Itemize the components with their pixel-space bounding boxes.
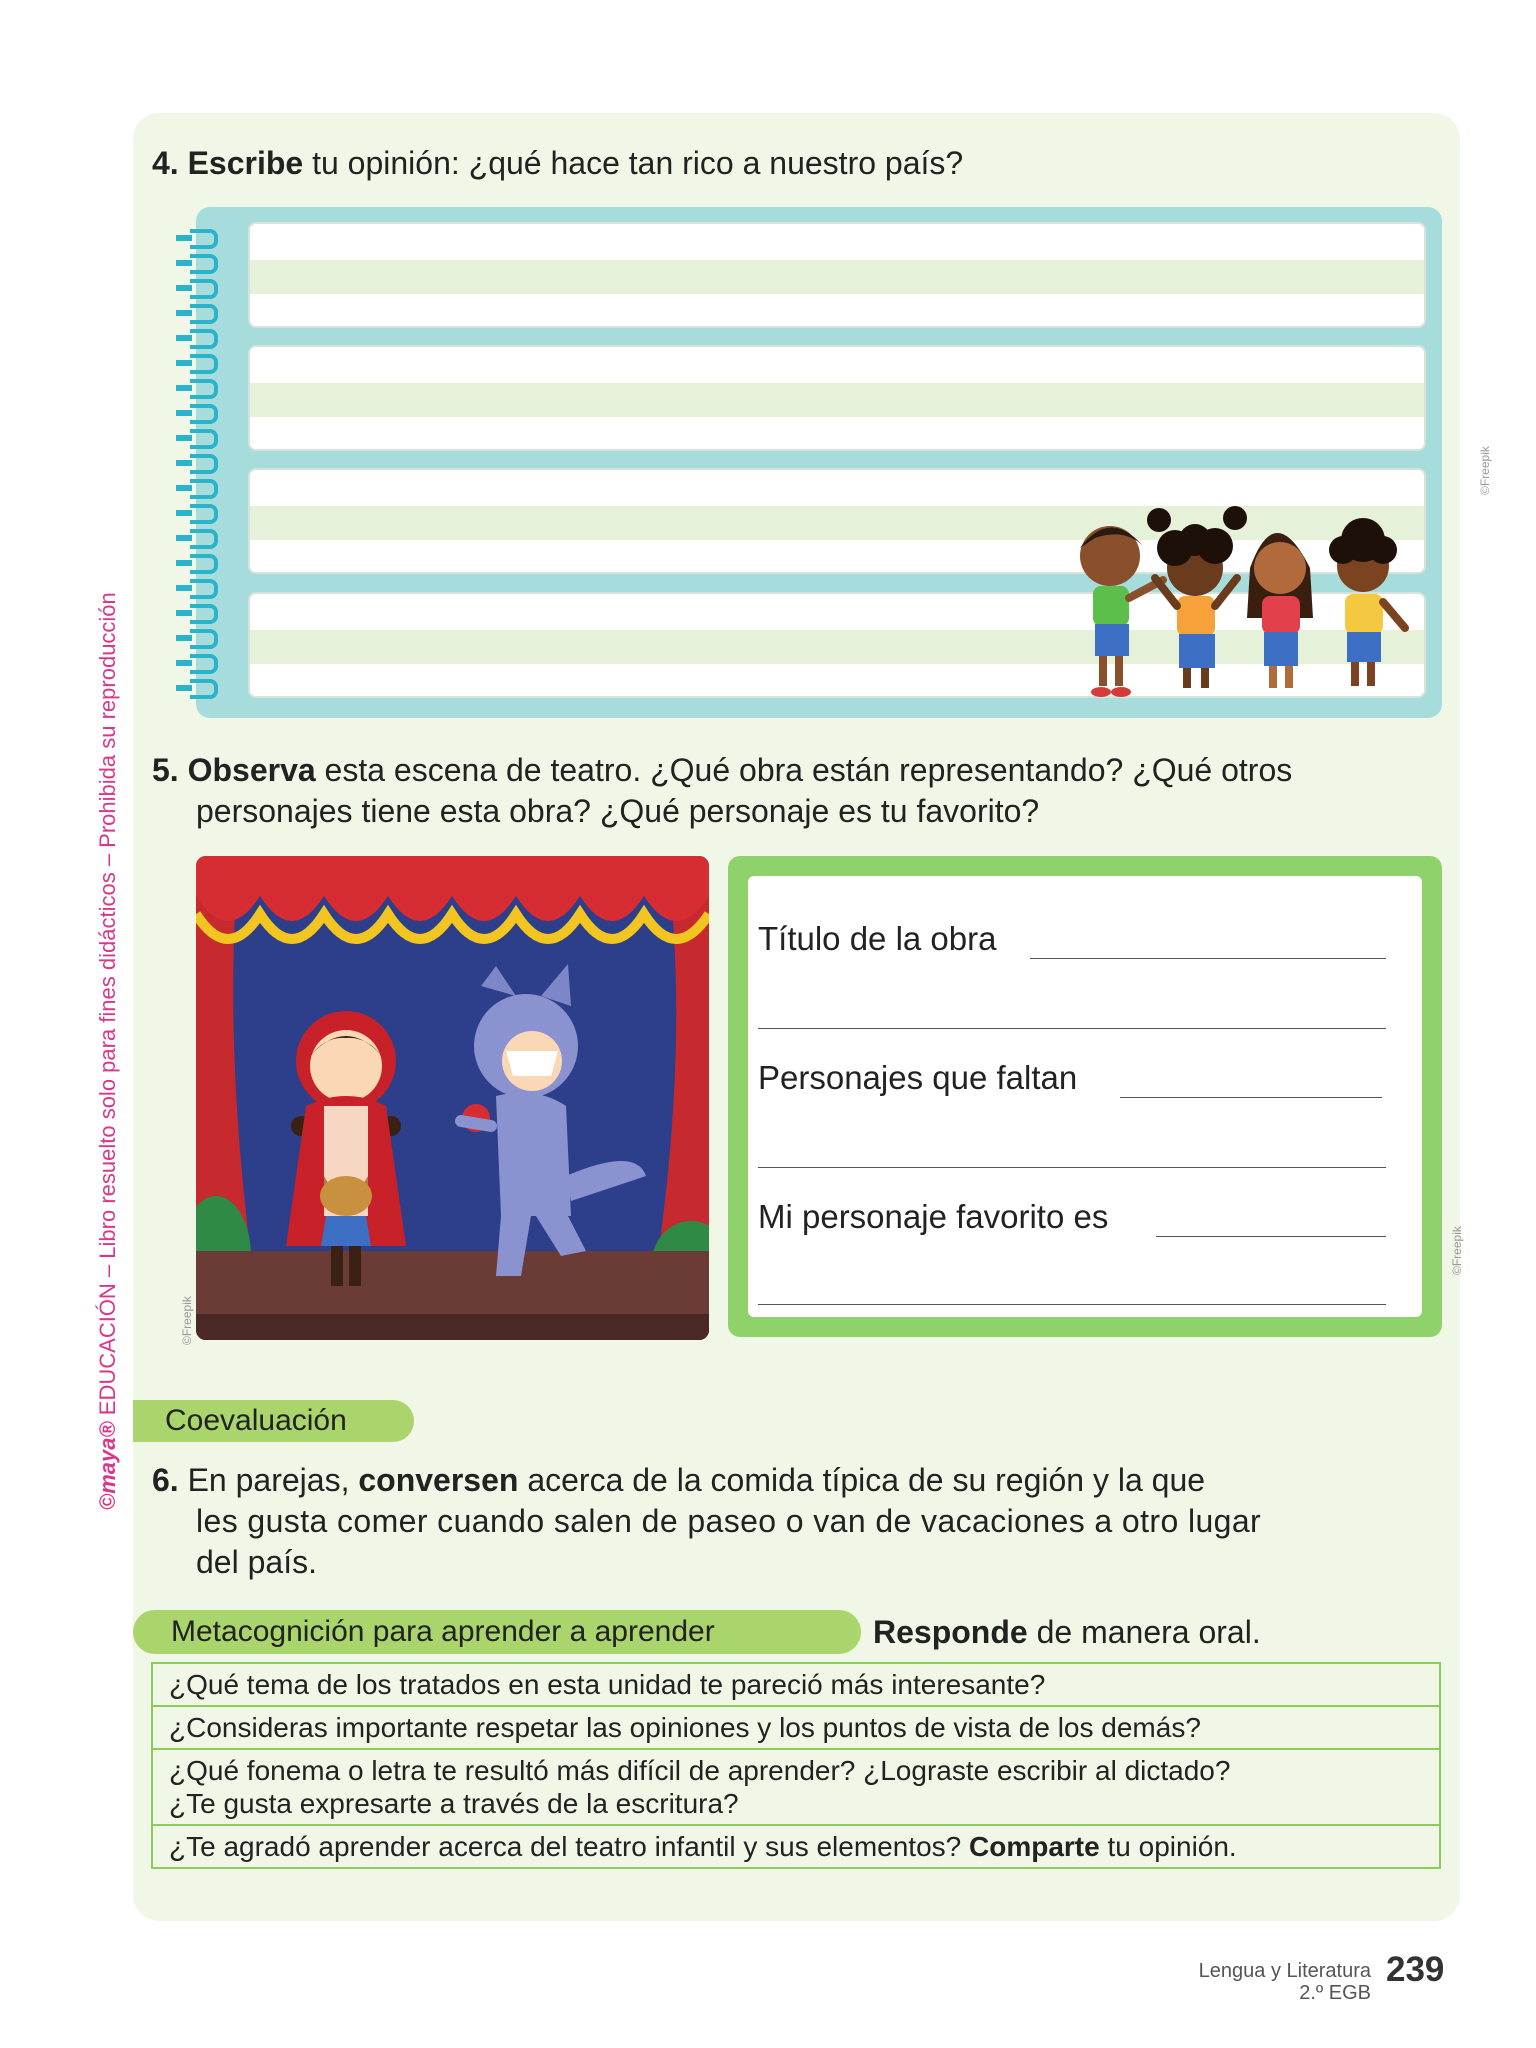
- favorite-line[interactable]: [1156, 1236, 1386, 1237]
- freepik-credit: ©Freepik: [180, 1296, 194, 1345]
- writing-line-block[interactable]: [248, 222, 1426, 328]
- answer-form-box: [728, 856, 1442, 1337]
- title-line[interactable]: [1030, 958, 1386, 959]
- question-5-line2: personajes tiene esta obra? ¿Qué personaje es tu favorito?: [196, 793, 1040, 829]
- field-label-title: Título de la obra: [758, 920, 997, 957]
- question-number: 6.: [152, 1462, 179, 1498]
- question-row: [153, 1750, 1439, 1826]
- question-row-line1: ¿Qué fonema o letra te resultó más difícil de aprender? ¿Lograste escribir al dictado?: [169, 1755, 1231, 1786]
- copyright-text: EDUCACIÓN – Libro resuelto solo para fines didácticos – Prohibida su reproducción: [95, 592, 120, 1416]
- subject-name: Lengua y Literatura: [1198, 1960, 1371, 1982]
- question-row-verb: Comparte: [969, 1831, 1100, 1862]
- title-line-2[interactable]: [758, 1028, 1386, 1029]
- children-illustration: [1055, 498, 1505, 734]
- question-verb: Observa: [187, 752, 316, 788]
- metacognition-questions-table: [151, 1662, 1441, 1869]
- question-6: [152, 1460, 1205, 1501]
- favorite-line-2[interactable]: [758, 1304, 1386, 1305]
- question-row-line2: ¿Te gusta expresarte a través de la escritura?: [169, 1788, 739, 1819]
- question-number: 4.: [152, 145, 179, 181]
- brand-logo-text: ©maya®: [95, 1421, 120, 1510]
- footer-subject: [1199, 1960, 1371, 2004]
- question-6-line2: les gusta comer cuando salen de paseo o van de vacaciones a otro lugar: [196, 1503, 1262, 1539]
- question-row: ¿Consideras importante respetar las opiniones y los puntos de vista de los demás?: [153, 1707, 1439, 1750]
- question-5: [152, 750, 1292, 791]
- grade-level: 2.º EGB: [1299, 1982, 1371, 2004]
- question-text-rest: acerca de la comida típica de su región y la que: [518, 1462, 1206, 1498]
- question-text-pre: En parejas,: [187, 1462, 359, 1498]
- question-number: 5.: [152, 752, 179, 788]
- question-6-line3: del país.: [196, 1544, 317, 1580]
- field-label-favorite: Mi personaje favorito es: [758, 1198, 1109, 1235]
- question-text: tu opinión: ¿qué hace tan rico a nuestro país?: [303, 145, 964, 181]
- page-number: 239: [1386, 1950, 1445, 1989]
- question-4: [152, 143, 963, 184]
- freepik-credit: ©Freepik: [1478, 446, 1492, 495]
- question-text-line1: esta escena de teatro. ¿Qué obra están representando? ¿Qué otros: [315, 752, 1293, 788]
- writing-line-block[interactable]: [248, 345, 1426, 451]
- question-row-text: ¿Te agradó aprender acerca del teatro infantil y sus elementos?: [169, 1831, 970, 1862]
- answer-form-paper: [748, 876, 1422, 1317]
- theater-scene-image: [196, 856, 709, 1340]
- metacognition-tag: Metacognición para aprender a aprender: [133, 1610, 861, 1654]
- question-verb: Escribe: [187, 145, 304, 181]
- characters-line[interactable]: [1120, 1097, 1382, 1098]
- instruction-verb: Responde: [873, 1614, 1028, 1650]
- characters-line-2[interactable]: [758, 1167, 1386, 1168]
- question-verb: conversen: [358, 1462, 519, 1498]
- question-row: ¿Qué tema de los tratados en esta unidad te pareció más interesante?: [153, 1664, 1439, 1707]
- field-label-characters: Personajes que faltan: [758, 1059, 1078, 1096]
- metacognition-instruction: [873, 1612, 1261, 1653]
- instruction-rest: de manera oral.: [1027, 1614, 1261, 1650]
- freepik-credit: ©Freepik: [1450, 1226, 1464, 1275]
- question-row: [153, 1826, 1439, 1867]
- coevaluation-tag: Coevaluación: [133, 1400, 414, 1442]
- question-row-rest: tu opinión.: [1099, 1831, 1237, 1862]
- copyright-vertical: [95, 592, 121, 1510]
